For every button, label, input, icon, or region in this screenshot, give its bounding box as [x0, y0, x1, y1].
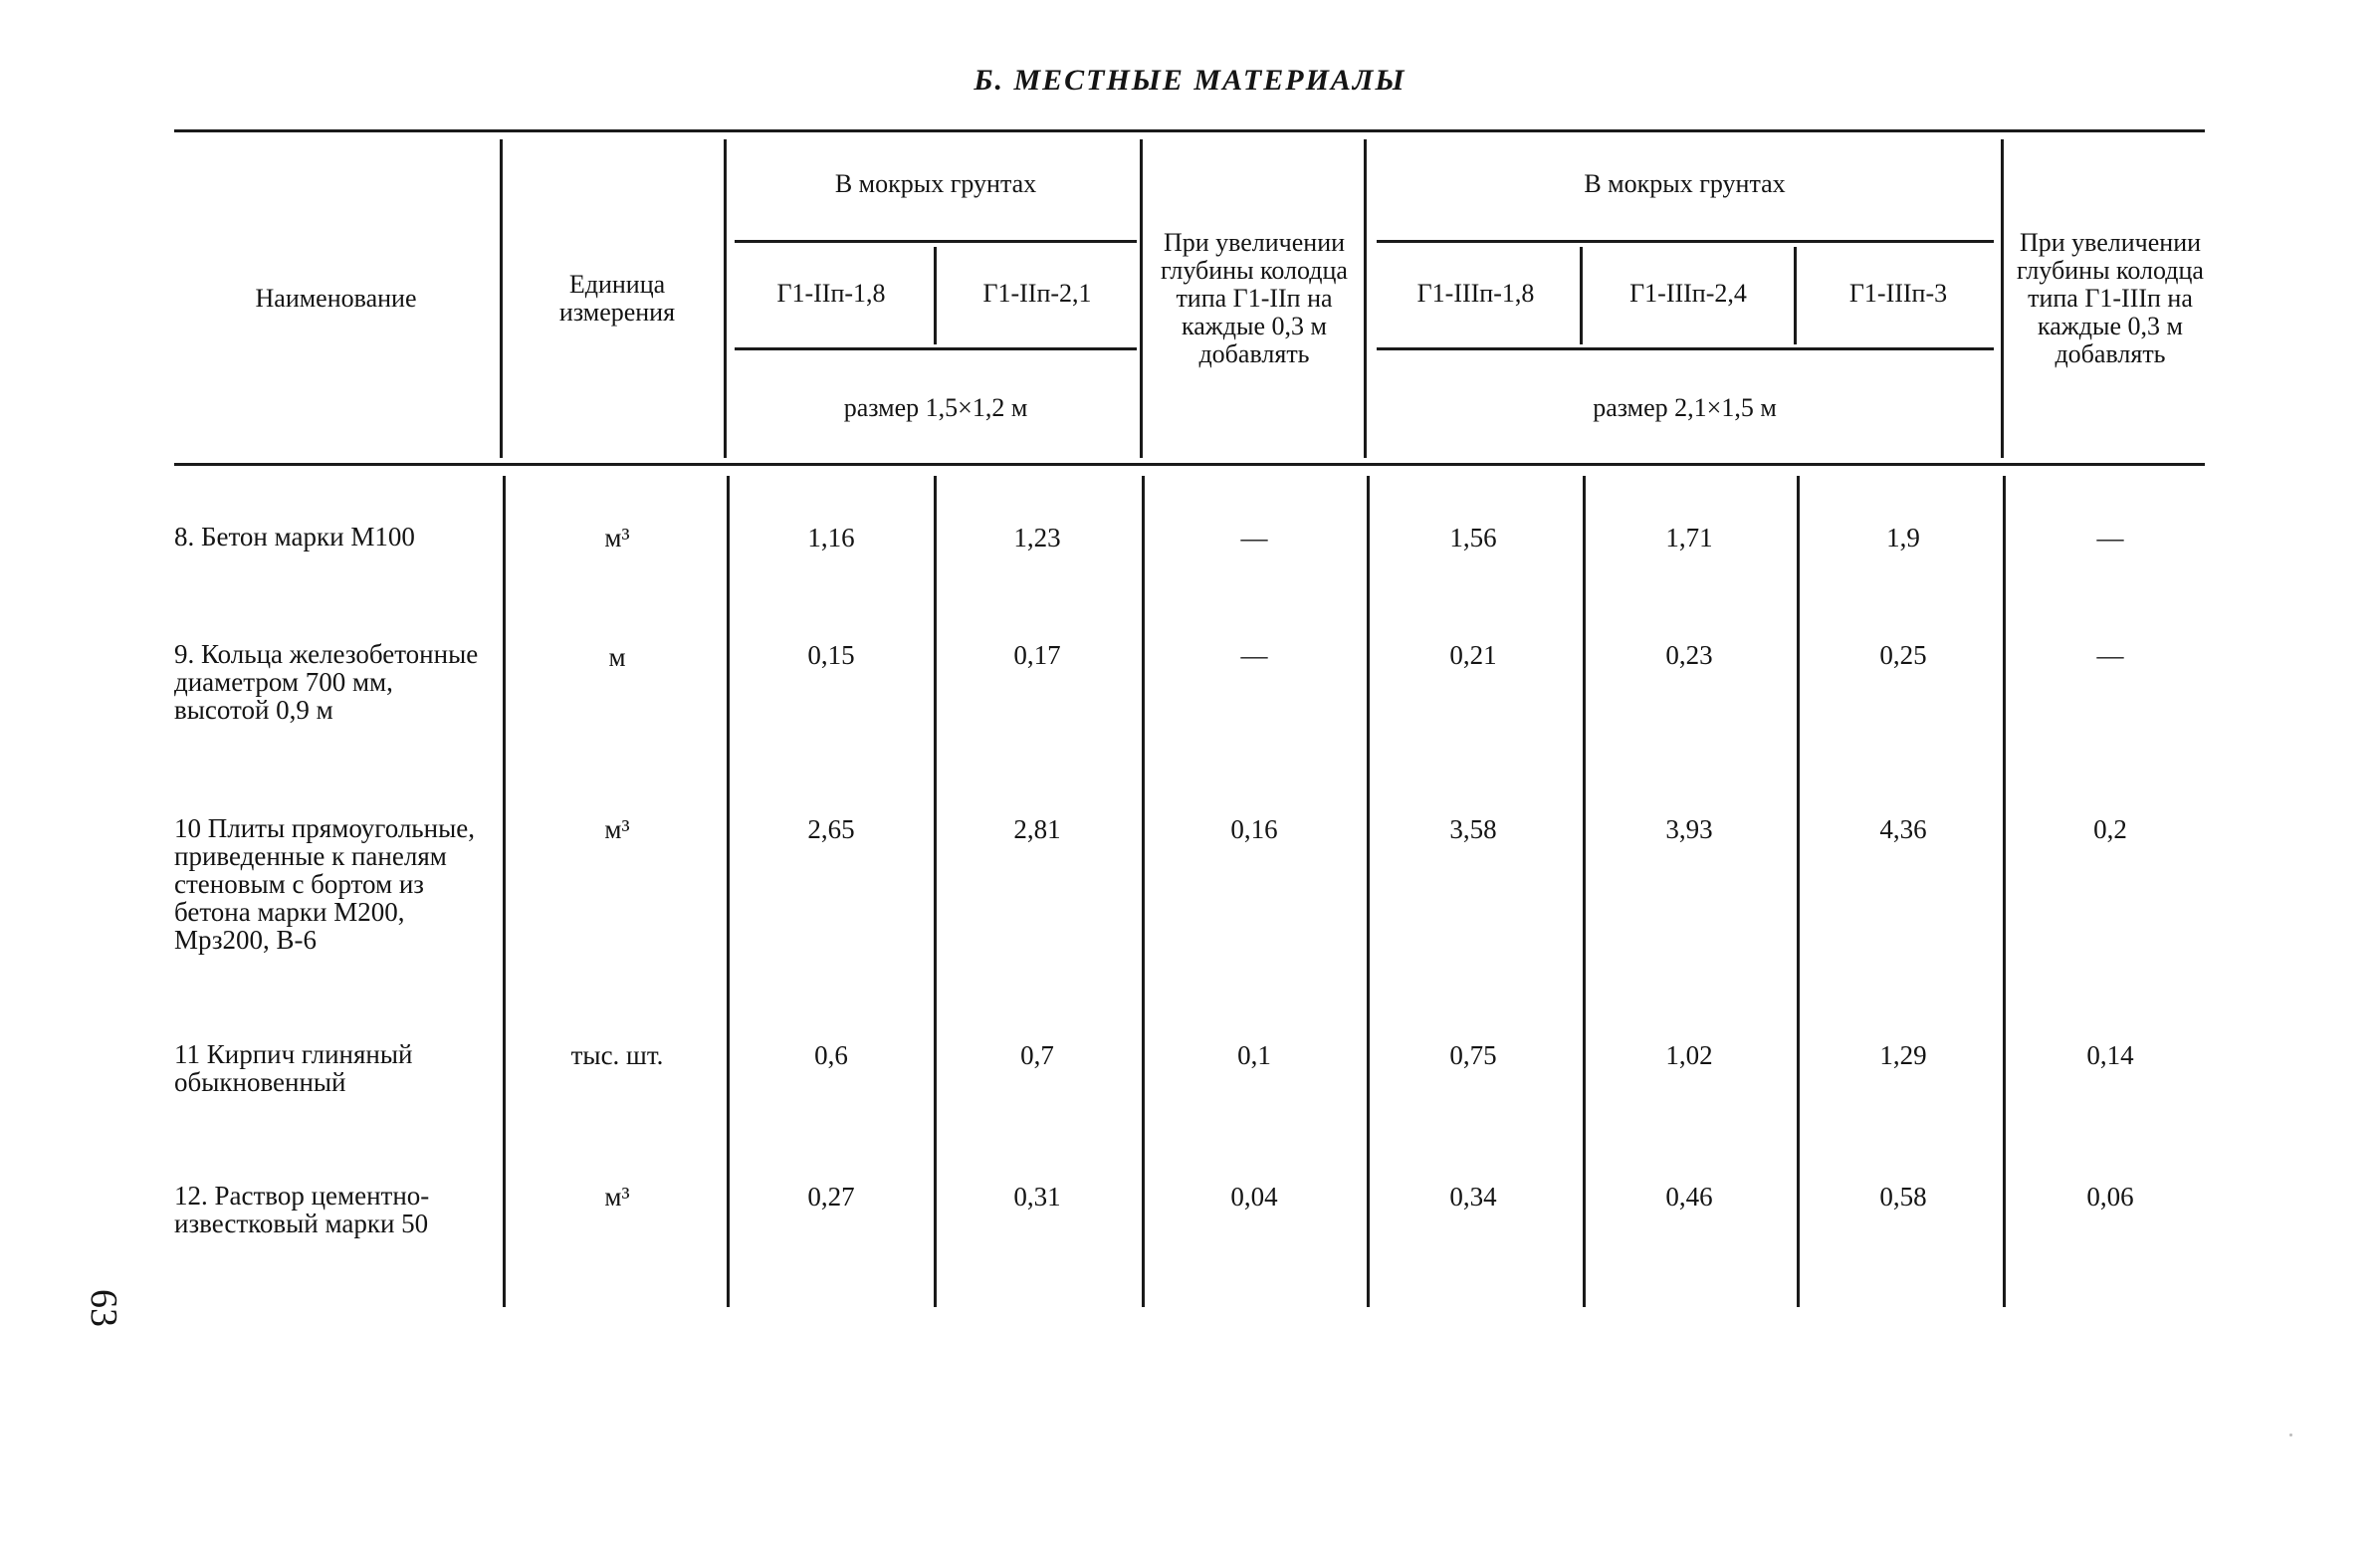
header-vline	[1140, 139, 1143, 458]
row-value: 1,71	[1665, 523, 1713, 552]
row-value: 0,21	[1449, 640, 1497, 670]
header-group1: В мокрых грунтах	[834, 169, 1037, 198]
body-vline	[727, 476, 730, 1307]
header-vline	[1364, 139, 1367, 458]
header-group2: В мокрых грунтах	[1584, 169, 1786, 198]
group2-sub-rule	[1377, 240, 1994, 243]
row-value: 0,17	[1013, 640, 1061, 670]
body-vline	[503, 476, 506, 1307]
row-value: 0,31	[1013, 1182, 1061, 1212]
header-group1-col-2: Г1-IIп-2,1	[982, 279, 1092, 308]
row-value: 0,58	[1879, 1182, 1927, 1212]
row-name: 9. Кольца железобетонные диаметром 700 мм, высотой 0,9 м	[174, 639, 479, 725]
row-name: 12. Раствор цементно-известковый марки 50	[174, 1181, 430, 1238]
row-unit: м³	[604, 1182, 630, 1212]
row-value: 0,75	[1449, 1040, 1497, 1070]
header-vline	[934, 247, 937, 344]
row-value: 0,6	[814, 1040, 848, 1070]
page-title: Б. МЕСТНЫЕ МАТЕРИАЛЫ	[974, 64, 1406, 97]
row-value: 1,23	[1013, 523, 1061, 552]
header-vline	[2001, 139, 2004, 458]
row-value: 0,7	[1020, 1040, 1054, 1070]
row-value: —	[1240, 640, 1268, 670]
page-number: 63	[83, 1289, 124, 1327]
row-value: 3,93	[1665, 814, 1713, 844]
header-vline	[724, 139, 727, 458]
header-add2: При увеличении глубины колодца типа Г1-IIIп на каждые 0,3 м добавлять	[2017, 228, 2204, 368]
top-rule	[174, 129, 2205, 132]
row-name: 10 Плиты прямоугольные, приведенные к панелям стеновым с бортом из бетона марки М200, Мрз200, В-6	[174, 813, 475, 955]
row-value: 0,2	[2093, 814, 2127, 844]
header-group1-col-1: Г1-IIп-1,8	[776, 279, 886, 308]
row-value: —	[1240, 523, 1268, 552]
row-name: 11 Кирпич глиняный обыкновенный	[174, 1039, 413, 1097]
row-value: 0,46	[1665, 1182, 1713, 1212]
group2-size-rule	[1377, 347, 1994, 350]
row-value: 1,56	[1449, 523, 1497, 552]
row-value: 0,16	[1230, 814, 1278, 844]
row-value: 1,16	[807, 523, 855, 552]
row-value: 0,23	[1665, 640, 1713, 670]
header-group2-col-2: Г1-IIIп-2,4	[1629, 279, 1747, 308]
body-vline	[934, 476, 937, 1307]
group1-sub-rule	[735, 240, 1137, 243]
scan-speck	[2289, 1434, 2292, 1436]
header-vline	[1794, 247, 1797, 344]
header-bottom-rule	[174, 463, 2205, 466]
body-vline	[1142, 476, 1145, 1307]
row-value: 2,65	[807, 814, 855, 844]
row-value: 2,81	[1013, 814, 1061, 844]
row-value: 0,14	[2086, 1040, 2134, 1070]
row-value: 0,1	[1237, 1040, 1271, 1070]
row-name: 8. Бетон марки М100	[174, 522, 415, 551]
row-value: 0,15	[807, 640, 855, 670]
header-vline	[1580, 247, 1583, 344]
body-vline	[1367, 476, 1370, 1307]
row-unit: тыс. шт.	[570, 1040, 664, 1070]
header-unit: Единица измерения	[558, 270, 676, 327]
row-value: 4,36	[1879, 814, 1927, 844]
row-value: 0,06	[2086, 1182, 2134, 1212]
header-add1: При увеличении глубины колодца типа Г1-IIп на каждые 0,3 м добавлять	[1161, 228, 1348, 368]
row-unit: м³	[604, 814, 630, 844]
header-name: Наименование	[255, 284, 417, 313]
header-group2-col-1: Г1-IIIп-1,8	[1416, 279, 1535, 308]
row-value: 1,02	[1665, 1040, 1713, 1070]
row-unit: м	[608, 642, 626, 672]
group1-size-rule	[735, 347, 1137, 350]
row-value: 3,58	[1449, 814, 1497, 844]
body-vline	[1797, 476, 1800, 1307]
row-value: —	[2096, 523, 2124, 552]
row-value: 0,27	[807, 1182, 855, 1212]
header-group2-size: размер 2,1×1,5 м	[1593, 393, 1777, 422]
body-vline	[1583, 476, 1586, 1307]
row-value: 0,25	[1879, 640, 1927, 670]
header-group1-size: размер 1,5×1,2 м	[843, 393, 1028, 422]
row-value: 0,04	[1230, 1182, 1278, 1212]
body-vline	[2003, 476, 2006, 1307]
header-vline	[500, 139, 503, 458]
row-value: —	[2096, 640, 2124, 670]
row-value: 1,29	[1879, 1040, 1927, 1070]
row-value: 1,9	[1886, 523, 1920, 552]
row-unit: м³	[604, 523, 630, 552]
row-value: 0,34	[1449, 1182, 1497, 1212]
header-group2-col-3: Г1-IIIп-3	[1848, 279, 1948, 308]
